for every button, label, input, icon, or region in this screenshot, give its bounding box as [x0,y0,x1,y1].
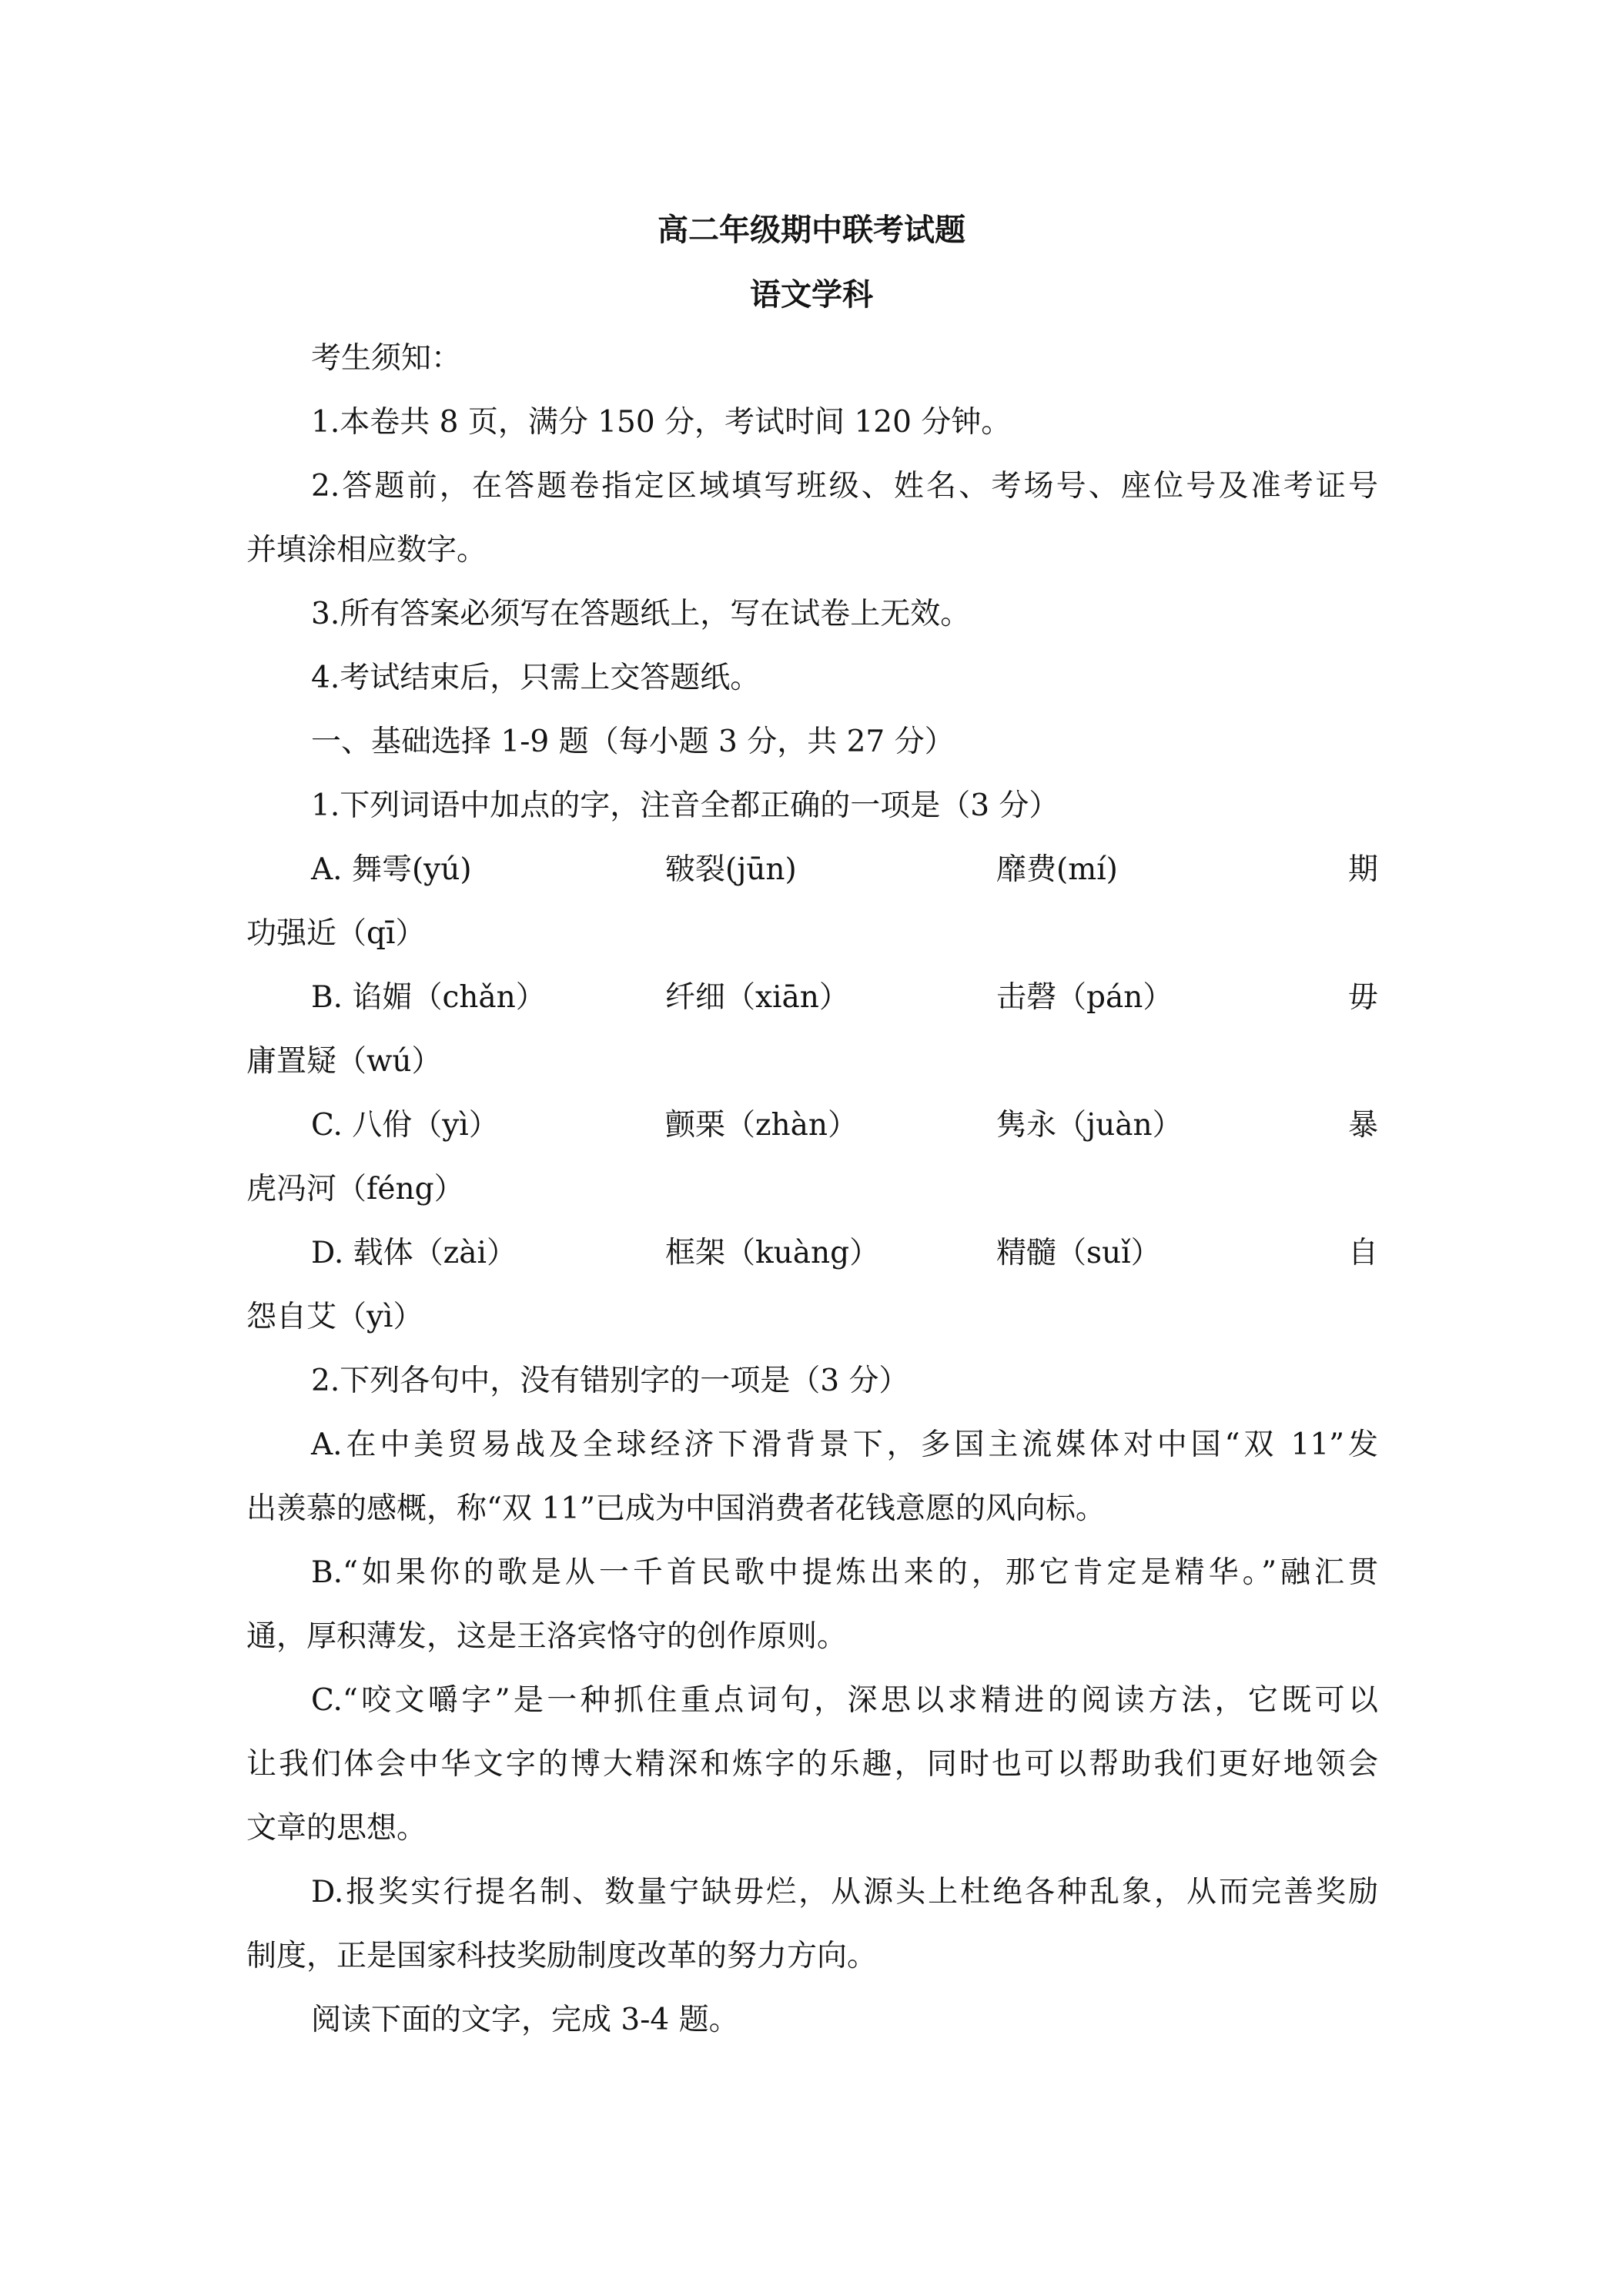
notice-item-continuation: 并填涂相应数字。 [246,533,487,567]
q2-option-b: B.“如果你的歌是从一千首民歌中提炼出来的，那它肯定是精华。”融汇贯 [311,1555,1378,1590]
option-word: 精髓（suǐ） [996,1236,1161,1270]
q1-option-a [311,851,1378,889]
option-word: 击磬（pán） [996,980,1173,1015]
q1-option-d-continuation: 怨自艾（yì） [246,1300,423,1334]
q1-option-b-continuation: 庸置疑（wú） [246,1044,442,1079]
notice-heading: 考生须知： [311,341,462,376]
q1-option-c-continuation: 虎冯河（féng） [246,1172,464,1207]
section-heading: 一、基础选择 1-9 题（每小题 3 分，共 27 分） [311,725,955,759]
option-word: 颤栗（zhàn） [665,1108,858,1143]
question-2-stem: 2.下列各句中，没有错别字的一项是（3 分） [311,1364,909,1398]
notice-item: 4.考试结束后，只需上交答题纸。 [311,661,761,695]
notice-item: 3.所有答案必须写在答题纸上，写在试卷上无效。 [311,597,971,631]
option-word: 靡费(mí) [996,852,1118,887]
option-label: A. 舞雩(yú) [311,852,472,887]
option-word-start: 暴 [1347,1108,1378,1143]
option-word-start: 期 [1347,852,1378,887]
option-word: 框架（kuàng） [665,1236,880,1270]
q2-option-c: C.“咬文嚼字”是一种抓住重点词句，深思以求精进的阅读方法，它既可以 [311,1683,1378,1718]
question-1-stem: 1.下列词语中加点的字，注音全都正确的一项是（3 分） [311,788,1059,823]
notice-item: 2.答题前，在答题卷指定区域填写班级、姓名、考场号、座位号及准考证号 [311,469,1378,504]
notice-item: 1.本卷共 8 页，满分 150 分，考试时间 120 分钟。 [311,405,1012,440]
q1-option-d [311,1234,1378,1273]
q2-option-a: A.在中美贸易战及全球经济下滑背景下，多国主流媒体对中国“双 11”发 [311,1427,1378,1462]
option-label: C. 八佾（yì） [311,1108,499,1143]
q2-option-a-continuation: 出羡慕的感概，称“双 11”已成为中国消费者花钱意愿的风向标。 [246,1491,1106,1526]
exam-title: 高二年级期中联考试题 [658,213,965,248]
q2-option-c-continuation: 文章的思想。 [246,1811,427,1846]
option-word: 纤细（xiān） [665,980,849,1015]
q2-option-d: D.报奖实行提名制、数量宁缺毋烂，从源头上杜绝各种乱象，从而完善奖励 [311,1875,1378,1909]
q2-option-d-continuation: 制度，正是国家科技奖励制度改革的努力方向。 [246,1939,878,1973]
option-label: D. 载体（zài） [311,1236,517,1270]
q1-option-c [311,1106,1378,1145]
q2-option-c-continuation: 让我们体会中华文字的博大精深和炼字的乐趣，同时也可以帮助我们更好地领会 [246,1747,1378,1782]
reading-instruction: 阅读下面的文字，完成 3-4 题。 [311,2003,739,2037]
q2-option-b-continuation: 通，厚积薄发，这是王洛宾恪守的创作原则。 [246,1619,848,1654]
q1-option-a-continuation: 功强近（qī） [246,916,426,951]
q1-option-b [311,979,1378,1017]
option-word: 皲裂(jūn) [665,852,797,887]
option-word-start: 毋 [1347,980,1378,1015]
option-word: 隽永（juàn） [996,1108,1183,1143]
option-label: B. 谄媚（chǎn） [311,980,546,1015]
exam-subtitle: 语文学科 [750,277,873,313]
option-word-start: 自 [1347,1236,1378,1270]
